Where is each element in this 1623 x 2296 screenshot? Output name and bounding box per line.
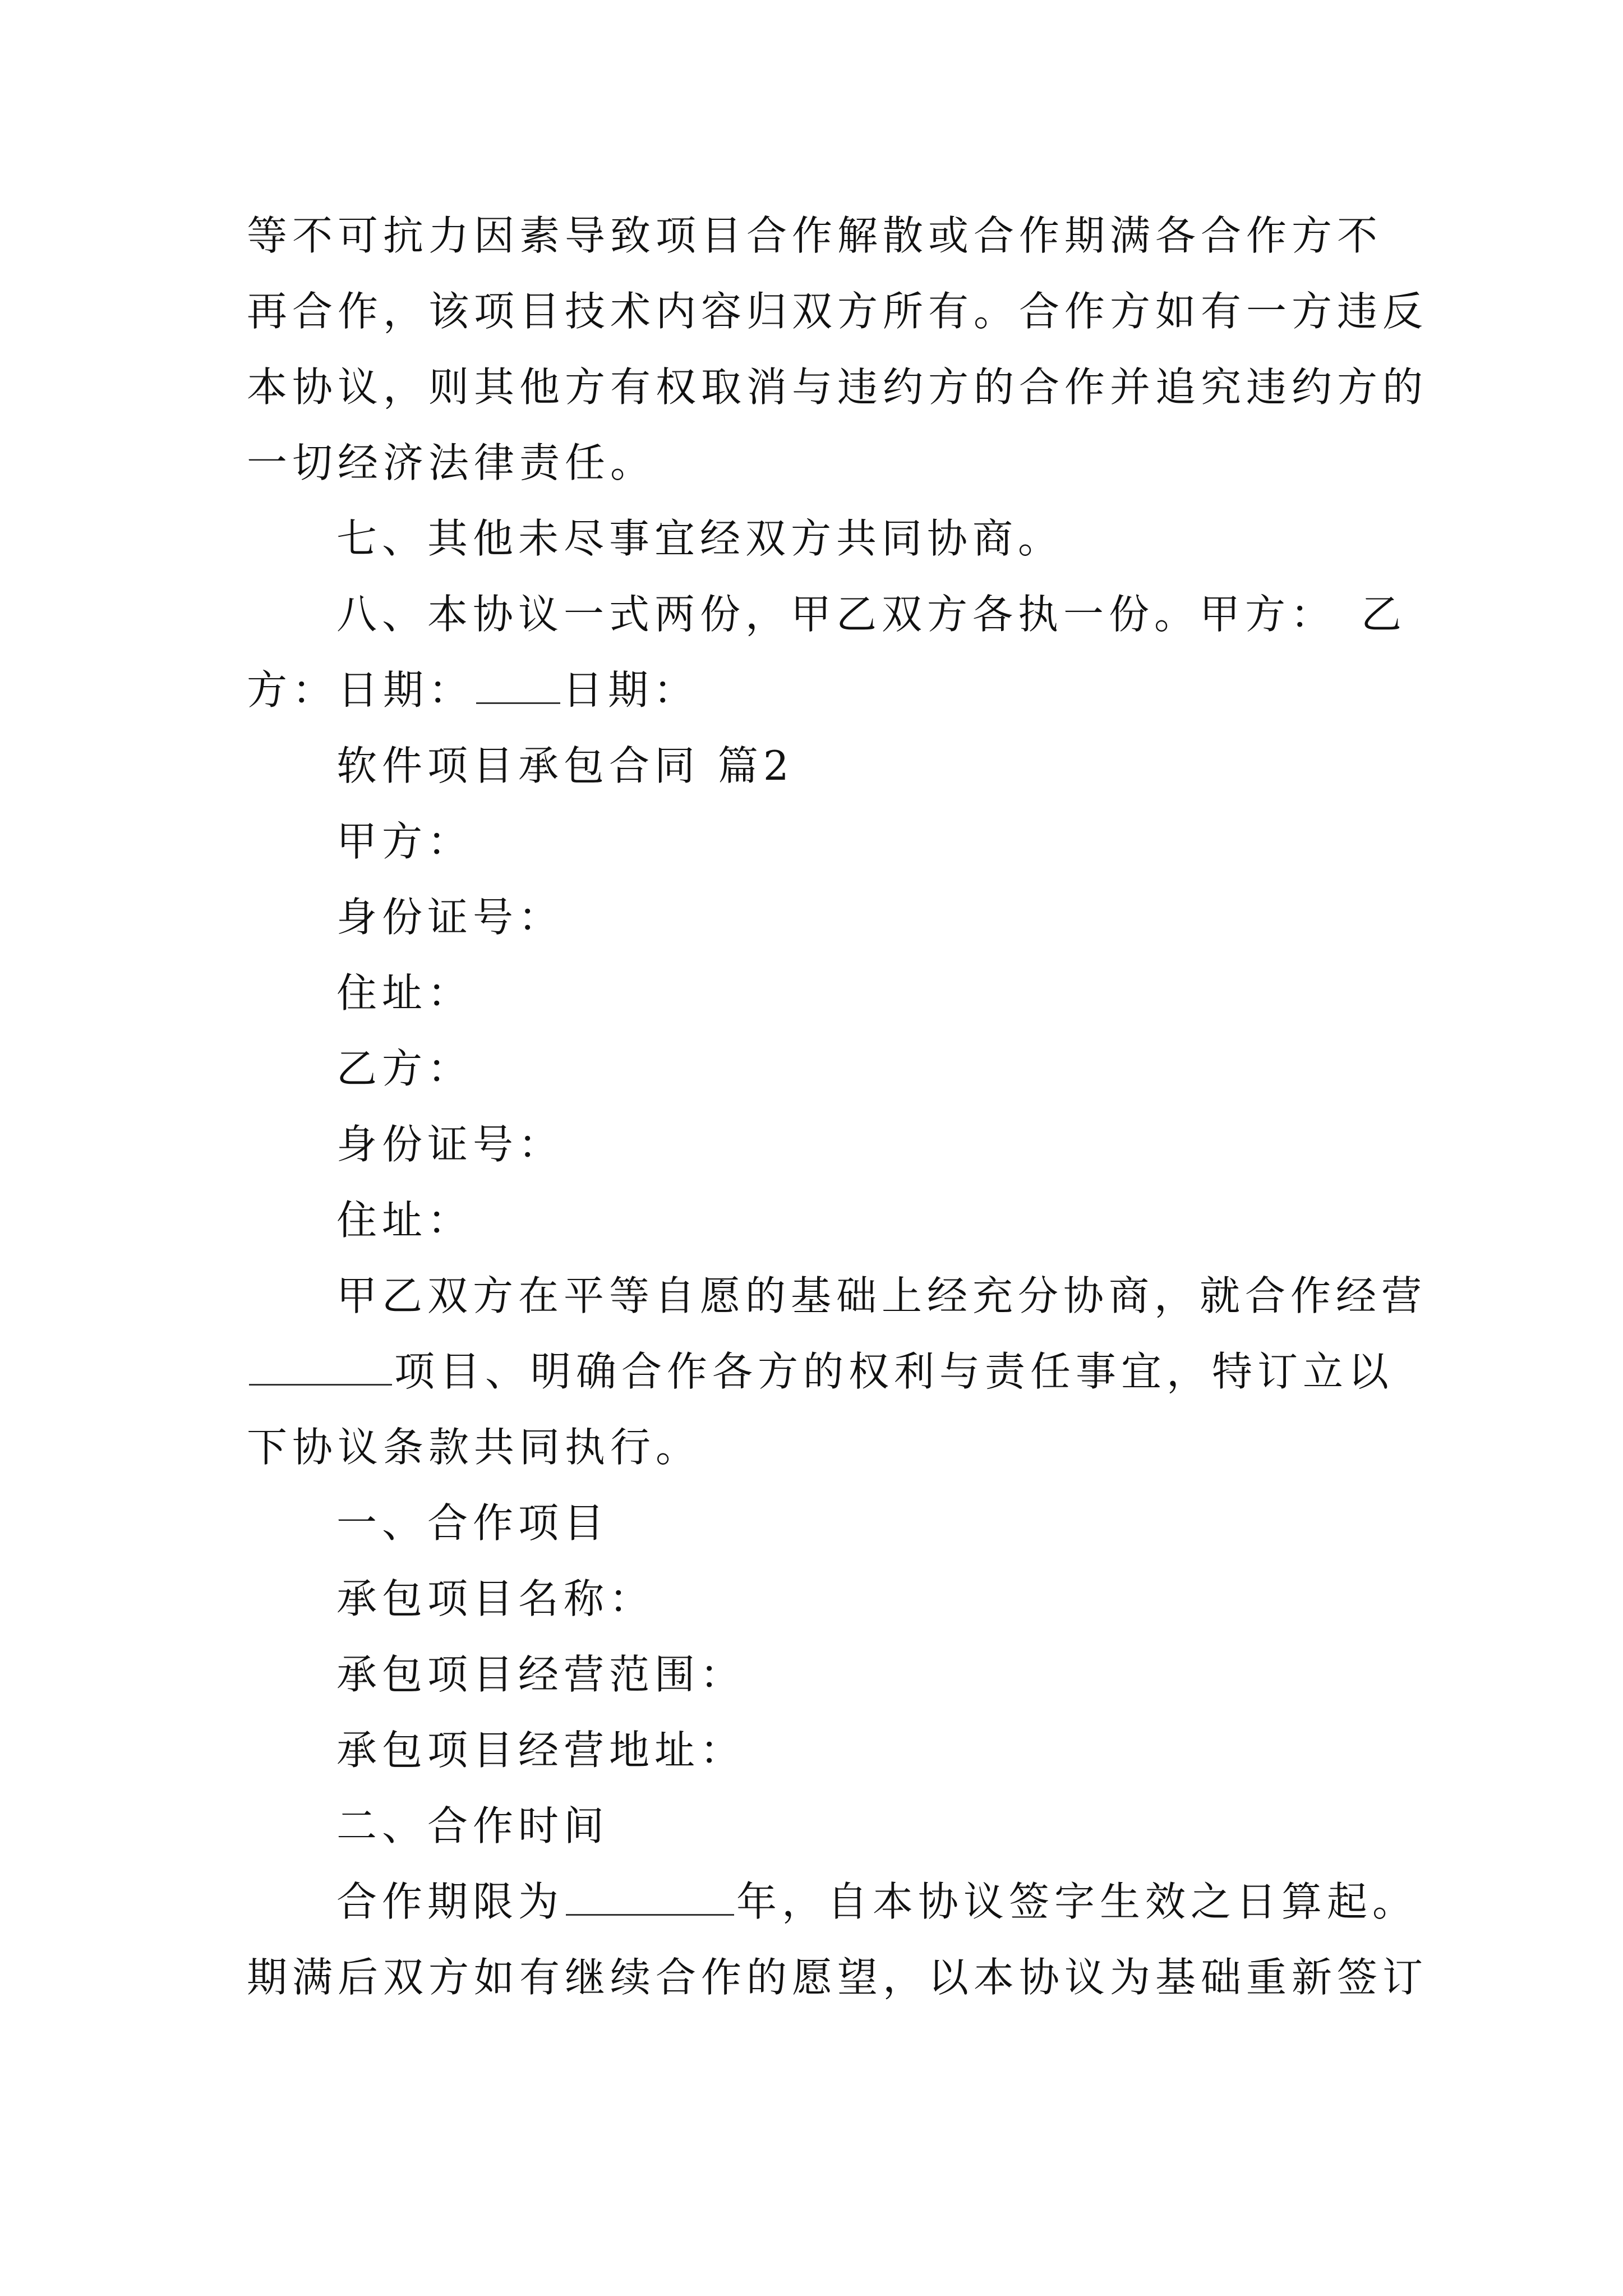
line-text: 等不可抗力因素导致项目合作解散或合作期满各合作方不 [247,212,1383,259]
term-line-1 [336,1876,1418,1927]
line-text: 本协议，则其他方有权取消与违约方的合作并追究违约方的 [247,364,1428,411]
line-text: 承包项目经营范围： [336,1651,746,1698]
line-text: 身份证号： [336,894,564,941]
party-a-address-label [336,968,473,1018]
preamble-line-1 [336,1271,1427,1321]
heading-cooperation-time [336,1801,609,1851]
party-a-label [336,816,473,867]
paragraph-line-1 [247,210,1382,261]
line-text: 再合作，该项目技术内容归双方所有。合作方如有一方违反 [247,288,1428,335]
line-text: 住址： [336,1197,473,1244]
line-text: 年，自本协议签字生效之日算起。 [736,1878,1418,1925]
party-a-id-label [336,892,564,942]
line-text: 八、本协议一式两份，甲乙双方各执一份。甲方： 乙 [336,591,1407,638]
party-b-label [336,1043,473,1094]
heading-cooperation-project [336,1498,609,1548]
line-text: 承包项目经营地址： [336,1727,746,1774]
line-text: 住址： [336,969,473,1016]
line-text: 期满后双方如有继续合作的愿望，以本协议为基础重新签订 [247,1954,1428,2001]
line-text: 项目、明确合作各方的权利与责任事宜，特订立以 [394,1348,1394,1395]
project-name-label [336,1573,654,1624]
line-text: 下协议条款共同执行。 [247,1424,702,1471]
preamble-line-2 [247,1346,1394,1397]
line-text: 乙方： [336,1045,473,1092]
line-text: 合作期限为 [336,1878,564,1925]
term-years-blank [566,1879,734,1916]
preamble-line-3 [247,1422,701,1473]
line-text: 二、合作时间 [336,1802,610,1849]
line-text: 甲方： [336,818,473,865]
date-blank [476,668,560,704]
line-text: 七、其他未尽事宜经双方共同协商。 [336,515,1064,562]
clause-eight [336,589,1407,639]
line-text: 一、合作项目 [336,1499,610,1547]
term-line-2 [247,1952,1428,2003]
line-text: 甲乙双方在平等自愿的基础上经充分协商，就合作经营 [336,1272,1427,1319]
paragraph-line-3 [247,362,1428,412]
paragraph-line-2 [247,286,1428,337]
paragraph-line-4 [247,438,656,488]
line-text: 软件项目承包合同 篇2 [336,742,794,789]
project-address-label [336,1725,745,1775]
line-text: 日期： [562,666,699,714]
party-b-id-label [336,1119,564,1170]
clause-seven [336,513,1063,564]
line-text: 方：日期： [247,666,474,714]
project-scope-label [336,1649,745,1700]
line-text: 承包项目名称： [336,1575,655,1622]
project-blank [249,1349,392,1386]
party-b-address-label [336,1195,473,1245]
line-text: 一切经济法律责任。 [247,439,656,486]
line-text: 身份证号： [336,1121,564,1168]
section-title [336,740,794,791]
signature-date-line [247,665,699,715]
